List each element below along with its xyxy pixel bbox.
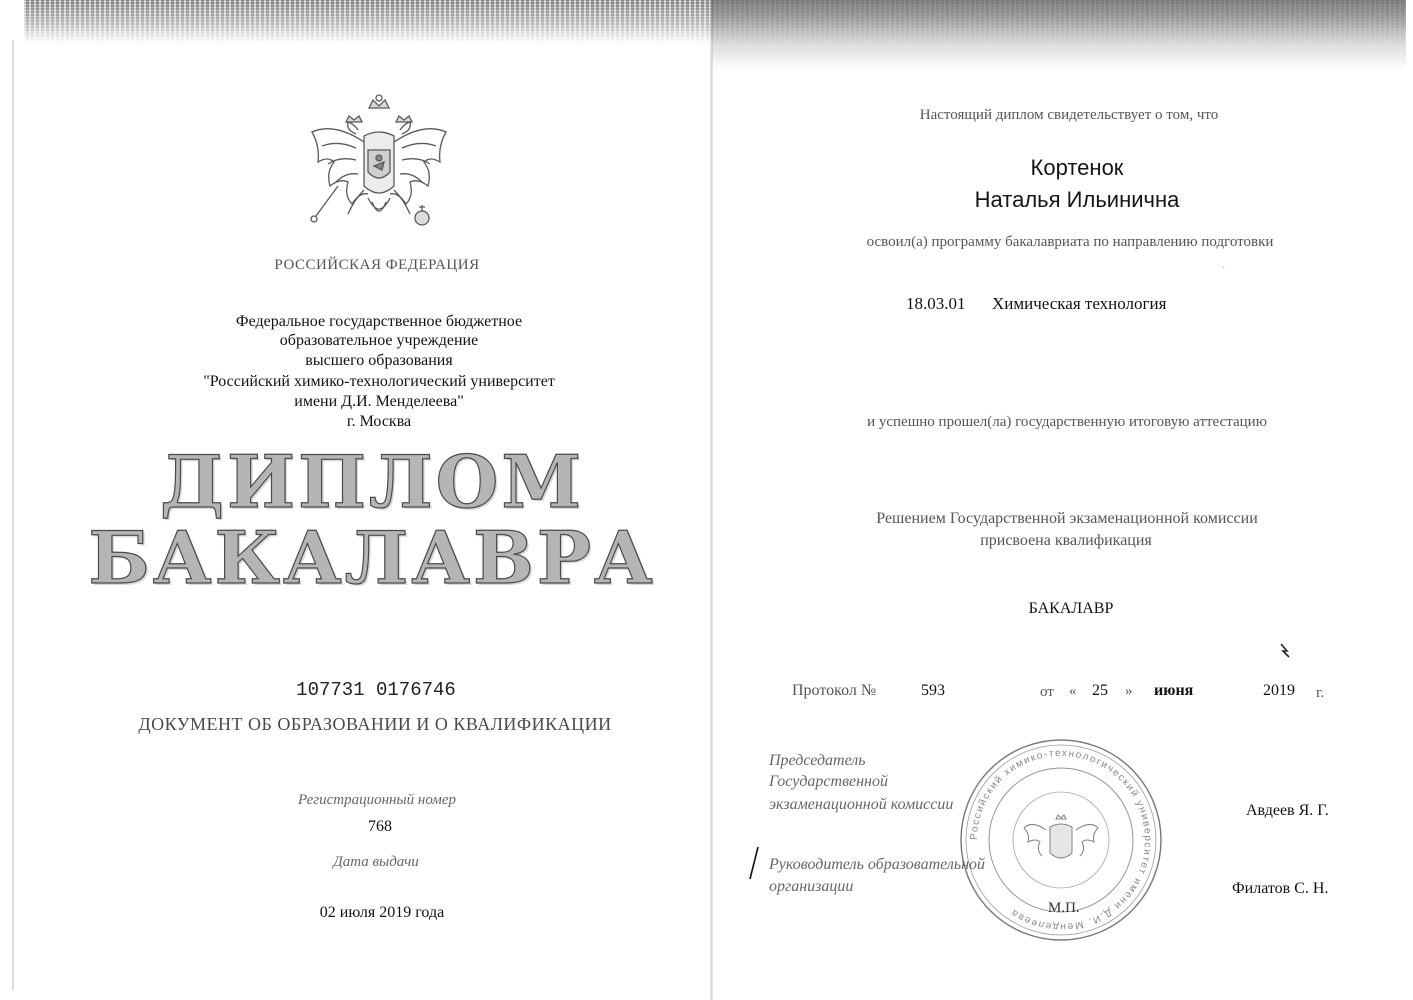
chair-name: Авдеев Я. Г.: [1246, 802, 1329, 819]
protocol-year: 2019: [1263, 682, 1295, 699]
serial-number: 107731 0176746: [296, 679, 456, 701]
head-label-line-1: Руководитель образовательной: [769, 856, 986, 873]
pen-tick-mark: [1279, 642, 1291, 656]
org-line-2: образовательное учреждение: [279, 332, 479, 349]
org-line-6: г. Москва: [346, 413, 412, 430]
commission-decision-line-2: присвоена квалификация: [980, 532, 1152, 549]
program-text: освоил(а) программу бакалавриата по направлению подготовки: [866, 234, 1274, 250]
diploma-title-line-2: БАКАЛАВРА: [88, 515, 656, 600]
org-line-5: имени Д.И. Менделеева": [294, 393, 464, 410]
head-name: Филатов С. Н.: [1232, 880, 1329, 897]
program-code: 18.03.01: [906, 294, 966, 313]
registration-label: Регистрационный номер: [297, 792, 457, 808]
signature-slash: [748, 846, 760, 885]
date-quote-open: «: [1069, 683, 1077, 699]
tiny-mark: ·: [1222, 262, 1226, 273]
document-type: ДОКУМЕНТ ОБ ОБРАЗОВАНИИ И О КВАЛИФИКАЦИИ: [138, 714, 612, 734]
org-line-3: высшего образования: [305, 352, 453, 369]
registration-number: 768: [368, 818, 392, 835]
chair-label-line-1: Председатель: [769, 752, 866, 769]
page-fold: [710, 0, 713, 1000]
signature-slash-icon: [748, 846, 760, 880]
qualification: БАКАЛАВР: [1028, 600, 1114, 617]
protocol-month: июня: [1154, 682, 1194, 699]
svg-text:Российский химико-технологичес: Российский химико-технологический университет имени Д.И. Менделеева: [968, 747, 1154, 933]
certificate-intro: Настоящий диплом свидетельствует о том, что: [919, 107, 1219, 123]
org-line-4: "Российский химико-технологический университет: [203, 373, 555, 390]
head-label-line-2: организации: [769, 878, 854, 895]
protocol-from-label: от: [1040, 684, 1054, 700]
issue-date: 02 июля 2019 года: [319, 904, 445, 921]
protocol-label: Протокол №: [792, 682, 877, 699]
protocol-day: 25: [1092, 682, 1108, 699]
date-quote-close: »: [1125, 683, 1133, 699]
attestation-text: и успешно прошел(ла) государственную итоговую аттестацию: [867, 414, 1267, 430]
chair-label-line-2: Государственной: [769, 773, 888, 790]
graduate-given-names: Наталья Ильинична: [974, 187, 1180, 212]
pen-tick-icon: [1279, 642, 1291, 658]
org-line-1: Федеральное государственное бюджетное: [235, 313, 523, 330]
stamp-place-label: М.П.: [1048, 900, 1080, 916]
protocol-number: 593: [921, 682, 945, 699]
chair-label-line-3: экзаменационной комиссии: [769, 796, 954, 813]
issue-date-label: Дата выдачи: [333, 854, 419, 870]
commission-decision-line-1: Решением Государственной экзаменационной комиссии: [876, 510, 1258, 527]
program-name: Химическая технология: [992, 294, 1167, 313]
security-strip-shadow: [712, 0, 1406, 70]
diploma-title-line-1: ДИПЛОМ: [159, 439, 585, 524]
graduate-surname: Кортенок: [1030, 155, 1124, 180]
page-edge: [12, 40, 14, 990]
country-name: РОССИЙСКАЯ ФЕДЕРАЦИЯ: [274, 257, 480, 273]
year-suffix: г.: [1316, 685, 1325, 701]
coat-of-arms-icon: [298, 90, 460, 250]
